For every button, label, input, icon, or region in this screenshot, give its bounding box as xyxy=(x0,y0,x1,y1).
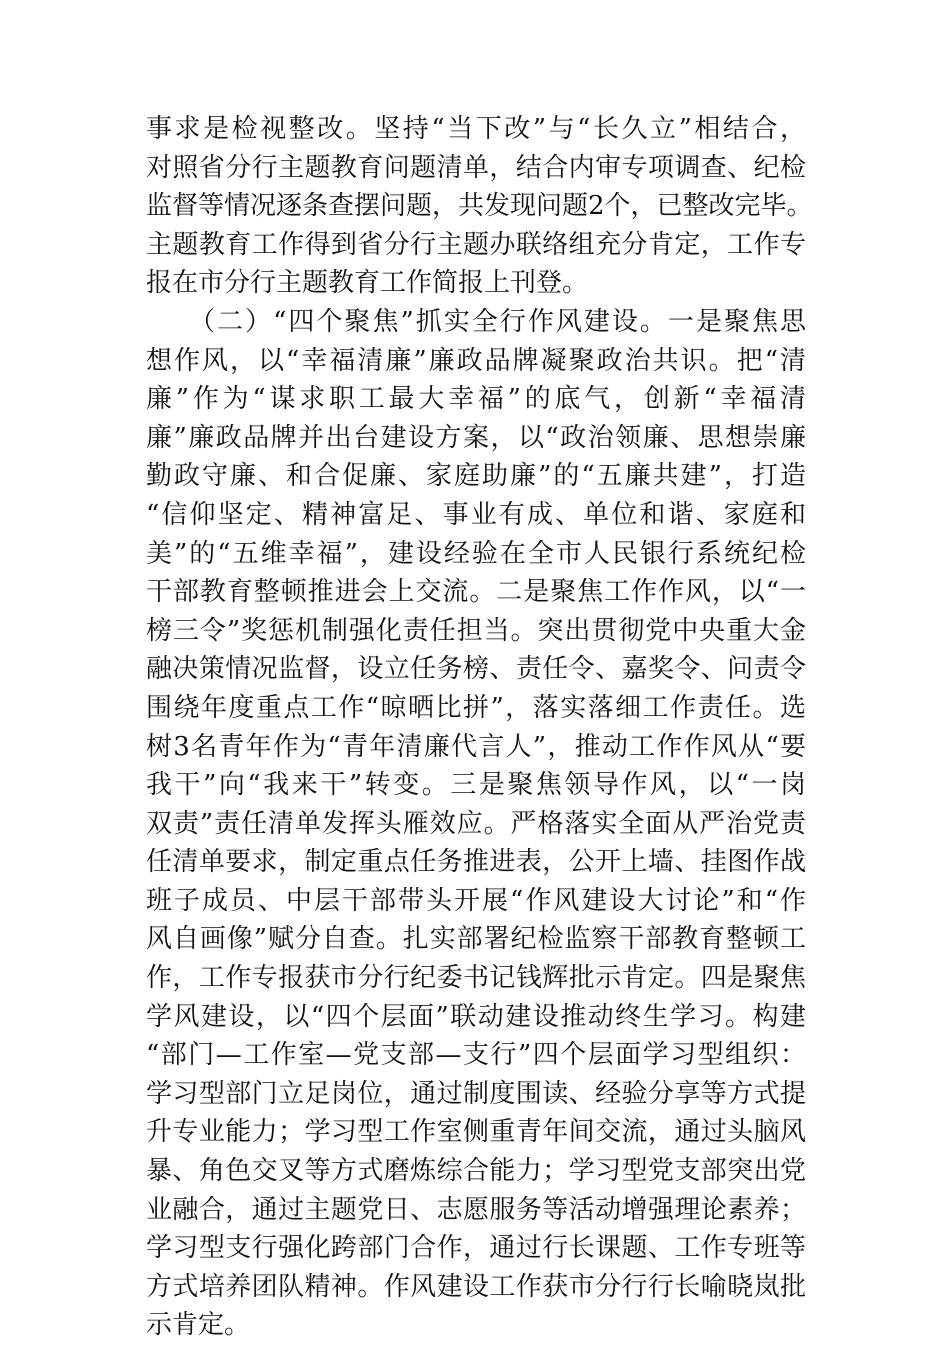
text-line: 学习型部门立足岗位，通过制度围读、经验分享等方式提 xyxy=(146,1078,806,1109)
text-line: 对照省分行主题教育问题清单，结合内审专项调查、纪检 xyxy=(146,152,806,183)
text-line: 暴、角色交叉等方式磨炼综合能力；学习型党支部突出党 xyxy=(146,1156,806,1187)
text-line: （二）“四个聚焦”抓实全行作风建设。一是聚焦思 xyxy=(146,306,806,337)
body-text xyxy=(146,110,813,1345)
text-line: 主题教育工作得到省分行主题办联络组充分肯定，工作专 xyxy=(146,229,806,260)
text-line: 监督等情况逐条查摆问题，共发现问题2个，已整改完毕。 xyxy=(146,191,813,222)
text-line: 榜三令”奖惩机制强化责任担当。突出贯彻党中央重大金 xyxy=(146,615,806,646)
text-line: 廉”廉政品牌并出台建设方案，以“政治领廉、思想崇廉 xyxy=(146,422,806,453)
text-line: 业融合，通过主题党日、志愿服务等活动增强理论素养； xyxy=(146,1194,806,1225)
text-line: 我干”向“我来干”转变。三是聚焦领导作风，以“一岗 xyxy=(146,770,806,801)
text-line: 双责”责任清单发挥头雁效应。严格落实全面从严治党责 xyxy=(146,808,806,839)
text-line: 树3名青年作为“青年清廉代言人”，推动工作作风从“要 xyxy=(146,731,806,762)
text-line: 融决策情况监督，设立任务榜、责任令、嘉奖令、问责令 xyxy=(146,654,806,685)
text-line: 方式培养团队精神。作风建设工作获市分行行长喻晓岚批 xyxy=(146,1271,806,1302)
text-line: 风自画像”赋分自查。扎实部署纪检监察干部教育整顿工 xyxy=(146,924,806,955)
text-line: 美”的“五维幸福”，建设经验在全市人民银行系统纪检 xyxy=(146,538,806,569)
text-line: 勤政守廉、和合促廉、家庭助廉”的“五廉共建”，打造 xyxy=(146,461,806,492)
text-line: 学风建设，以“四个层面”联动建设推动终生学习。构建 xyxy=(146,1001,806,1032)
text-line: 班子成员、中层干部带头开展“作风建设大讨论”和“作 xyxy=(146,885,806,916)
text-line: 想作风，以“幸福清廉”廉政品牌凝聚政治共识。把“清 xyxy=(146,345,806,376)
text-line: 示肯定。 xyxy=(146,1310,251,1341)
text-line: 报在市分行主题教育工作简报上刊登。 xyxy=(146,268,589,299)
text-line: 学习型支行强化跨部门合作，通过行长课题、工作专班等 xyxy=(146,1233,806,1264)
text-line: 廉”作为“谋求职工最大幸福”的底气，创新“幸福清 xyxy=(146,384,806,415)
text-line: 作，工作专报获市分行纪委书记钱辉批示肯定。四是聚焦 xyxy=(146,963,806,994)
text-line: 围绕年度重点工作“晾晒比拼”，落实落细工作责任。选 xyxy=(146,692,806,723)
text-line: 升专业能力；学习型工作室侧重青年间交流，通过头脑风 xyxy=(146,1117,806,1148)
text-line: “信仰坚定、精神富足、事业有成、单位和谐、家庭和 xyxy=(146,499,806,530)
text-line: 干部教育整顿推进会上交流。二是聚焦工作作风，以“一 xyxy=(146,577,806,608)
text-line: 任清单要求，制定重点任务推进表，公开上墙、挂图作战 xyxy=(146,847,806,878)
text-line: 事求是检视整改。坚持“当下改”与“长久立”相结合， xyxy=(146,114,806,144)
text-line: “部门—工作室—党支部—支行”四个层面学习型组织： xyxy=(146,1040,806,1071)
